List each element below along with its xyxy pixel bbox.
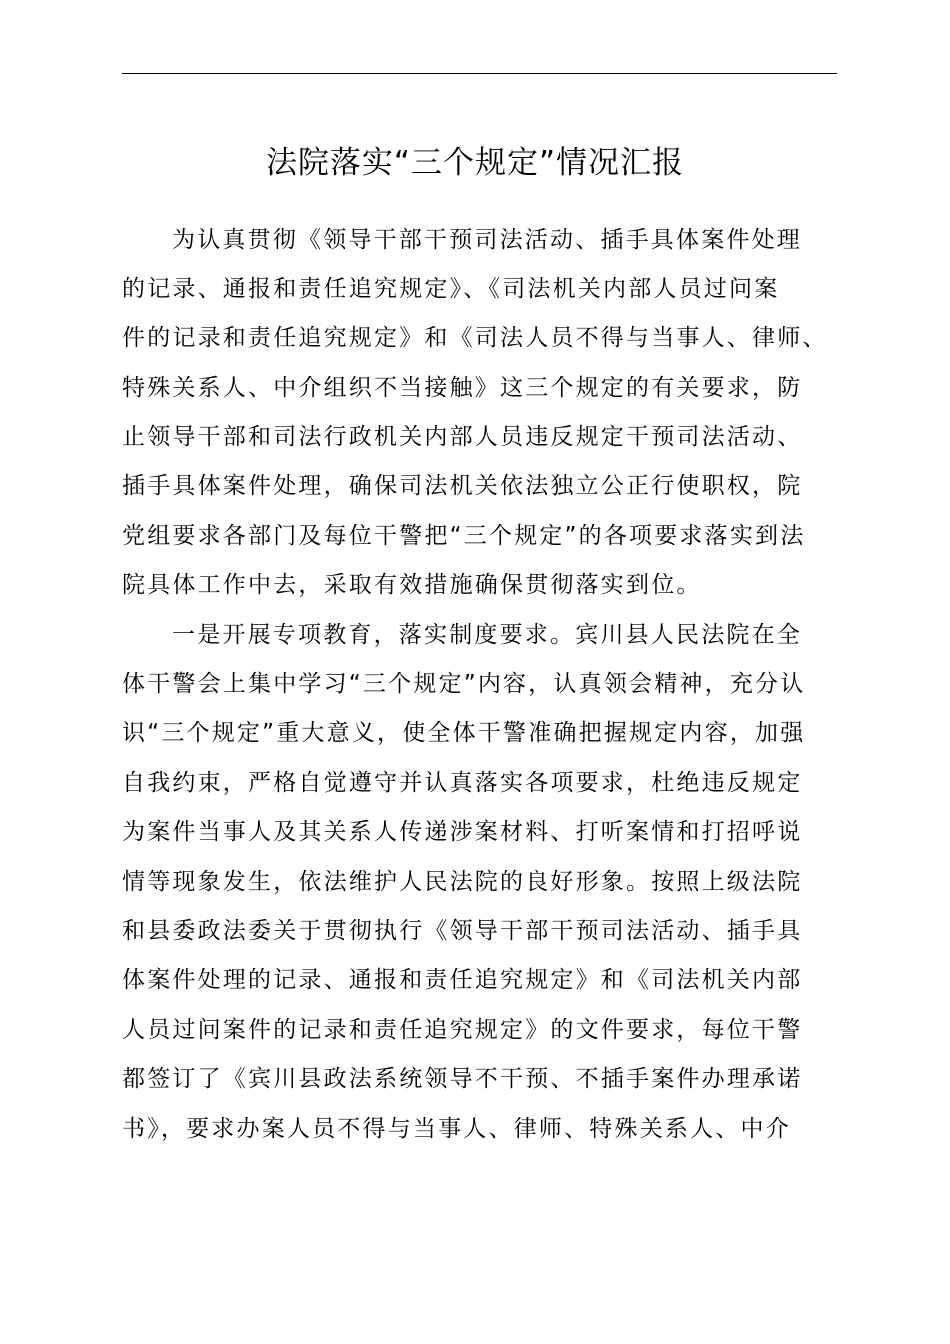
body-line: 插手具体案件处理，确保司法机关依法独立公正行使职权，院 <box>122 473 803 499</box>
body-line: 特殊关系人、中介组织不当接触》这三个规定的有关要求，防 <box>122 375 803 401</box>
body-line: 院具体工作中去，采取有效措施确保贯彻落实到位。 <box>122 572 702 598</box>
body-line: 为认真贯彻《领导干部干预司法活动、插手具体案件处理 <box>172 227 802 253</box>
body-line: 的记录、通报和责任追究规定》、《司法机关内部人员过问案 <box>122 276 780 302</box>
body-line: 和县委政法委关于贯彻执行《领导干部干预司法活动、插手具 <box>122 918 803 944</box>
body-line: 党组要求各部门及每位干警把“三个规定”的各项要求落实到法 <box>122 523 806 549</box>
body-line: 件的记录和责任追究规定》和《司法人员不得与当事人、律师、 <box>122 325 828 351</box>
document-title: 法院落实“三个规定”情况汇报 <box>265 145 685 181</box>
body-line: 止领导干部和司法行政机关内部人员违反规定干预司法活动、 <box>122 424 803 450</box>
body-line: 一是开展专项教育，落实制度要求。宾川县人民法院在全 <box>172 622 802 648</box>
body-line: 书》，要求办案人员不得与当事人、律师、特殊关系人、中介 <box>122 1116 791 1142</box>
body-line: 自我约束，严格自觉遵守并认真落实各项要求，杜绝违反规定 <box>122 770 803 796</box>
body-line: 为案件当事人及其关系人传递涉案材料、打听案情和打招呼说 <box>122 819 803 845</box>
body-line: 情等现象发生，依法维护人民法院的良好形象。按照上级法院 <box>122 869 803 895</box>
body-line: 人员过问案件的记录和责任追究规定》的文件要求，每位干警 <box>122 1017 803 1043</box>
body-line: 都签订了《宾川县政法系统领导不干预、不插手案件办理承诺 <box>122 1066 803 1092</box>
body-line: 识“三个规定”重大意义，使全体干警准确把握规定内容，加强 <box>122 720 806 746</box>
header-rule <box>122 73 837 74</box>
body-line: 体案件处理的记录、通报和责任追究规定》和《司法机关内部 <box>122 967 803 993</box>
body-line: 体干警会上集中学习“三个规定”内容，认真领会精神，充分认 <box>122 671 806 697</box>
